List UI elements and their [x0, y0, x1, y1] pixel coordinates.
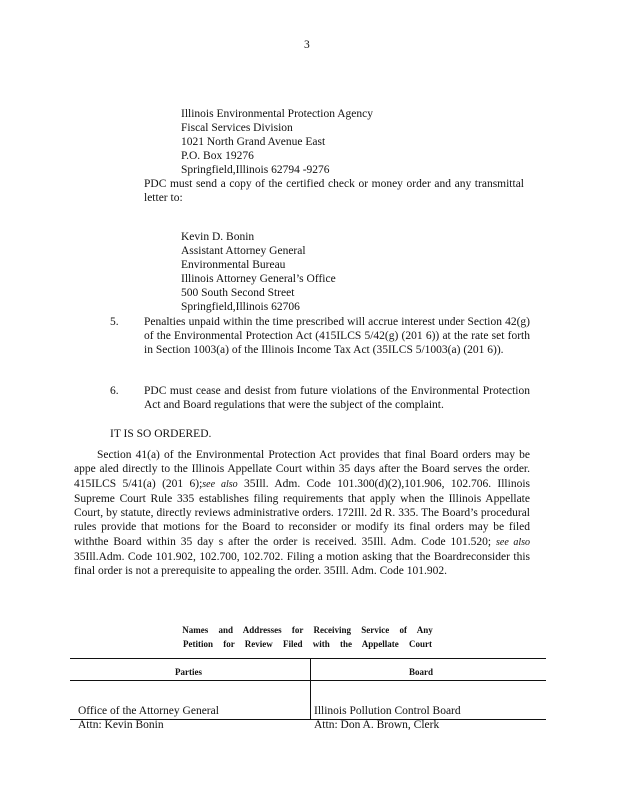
- item-text-5: Penalties unpaid within the time prescribed will accrue interest under Section 42(g) of the Environmental Protection Act (415ILCS 5/42(g) (201 6)) at the rate set forth in Section 1003(a) of the Illinois Income Tax Act (35ILCS 5/1003(a) (201 6)).: [144, 316, 530, 356]
- address-line: Environmental Bureau: [181, 259, 286, 271]
- table-column-divider: [310, 658, 311, 720]
- address-line: Assistant Attorney General: [181, 245, 306, 257]
- parties-cell: [78, 690, 219, 746]
- item-number-5: 5.: [110, 316, 119, 328]
- address-line: P.O. Box 19276: [181, 150, 254, 162]
- notice-text: 35Ill. Adm. Code 101.300(d)(2),101.906, 102.706. Illinois Supreme Court Rule 335 establishes filing requirements that apply when the Illinois Appellate Court, by statute, directly reviews administrative orders. 172Ill. 2d R. 335. The Board’s procedural rules provide that motions for the Board to reconsider or modify its final orders may be filed withthe Board within 35 day s after the order is received. 35Ill. Adm. Code 101.520;: [74, 477, 530, 548]
- cell-line: Attn: Don A. Brown, Clerk: [314, 719, 440, 731]
- see-also-italic: see also: [496, 536, 530, 548]
- copy-instruction: PDC must send a copy of the certified check or money order and any transmittal letter to:: [144, 178, 524, 204]
- it-is-so-ordered: IT IS SO ORDERED.: [110, 428, 212, 440]
- table-header-rule: [70, 680, 546, 681]
- notice-text: 35Ill.Adm. Code 101.902, 102.700, 102.702. Filing a motion asking that the Boardreconsider this final order is not a prerequisite to appealing the order. 35Ill. Adm. Code 101.902.: [74, 551, 530, 578]
- see-also-italic: see also: [202, 478, 238, 490]
- address-line: Springfield,Illinois 62794 -9276: [181, 164, 330, 176]
- item-text-6: PDC must cease and desist from future violations of the Environmental Protection Act and Board regulations that were the subject of the complaint.: [144, 385, 530, 411]
- address-line: Springfield,Illinois 62706: [181, 301, 300, 313]
- cell-line: Office of the Attorney General: [78, 705, 219, 717]
- column-header-board: Board: [409, 667, 434, 677]
- address-line: 500 South Second Street: [181, 287, 295, 299]
- appeal-notice-paragraph: [74, 448, 530, 579]
- address-line: Illinois Attorney General’s Office: [181, 273, 336, 285]
- address-line: Fiscal Services Division: [181, 122, 293, 134]
- cell-line: Illinois Pollution Control Board: [314, 705, 461, 717]
- table-top-rule: [70, 658, 546, 659]
- address-line: Illinois Environmental Protection Agency: [181, 108, 373, 120]
- cell-line: Attn: Kevin Bonin: [78, 719, 164, 731]
- board-cell: [314, 690, 461, 746]
- attorney-general-address: [181, 216, 336, 328]
- item-number-6: 6.: [110, 385, 119, 397]
- service-table-title: Names and Addresses for Receiving Service of Any Petition for Review Filed with the Appellate Court: [182, 625, 433, 649]
- notice-text: Section 41(a) of the Environmental Protection Act provides that final Board orders may be appe aled directly to the Illinois Appellate Court within 35 days after the Board serves the order. 415ILCS 5/41(a) (201 6);: [74, 449, 530, 490]
- address-line: Kevin D. Bonin: [181, 231, 255, 243]
- page-number: 3: [304, 39, 310, 51]
- column-header-parties: Parties: [175, 667, 202, 677]
- address-line: 1021 North Grand Avenue East: [181, 136, 326, 148]
